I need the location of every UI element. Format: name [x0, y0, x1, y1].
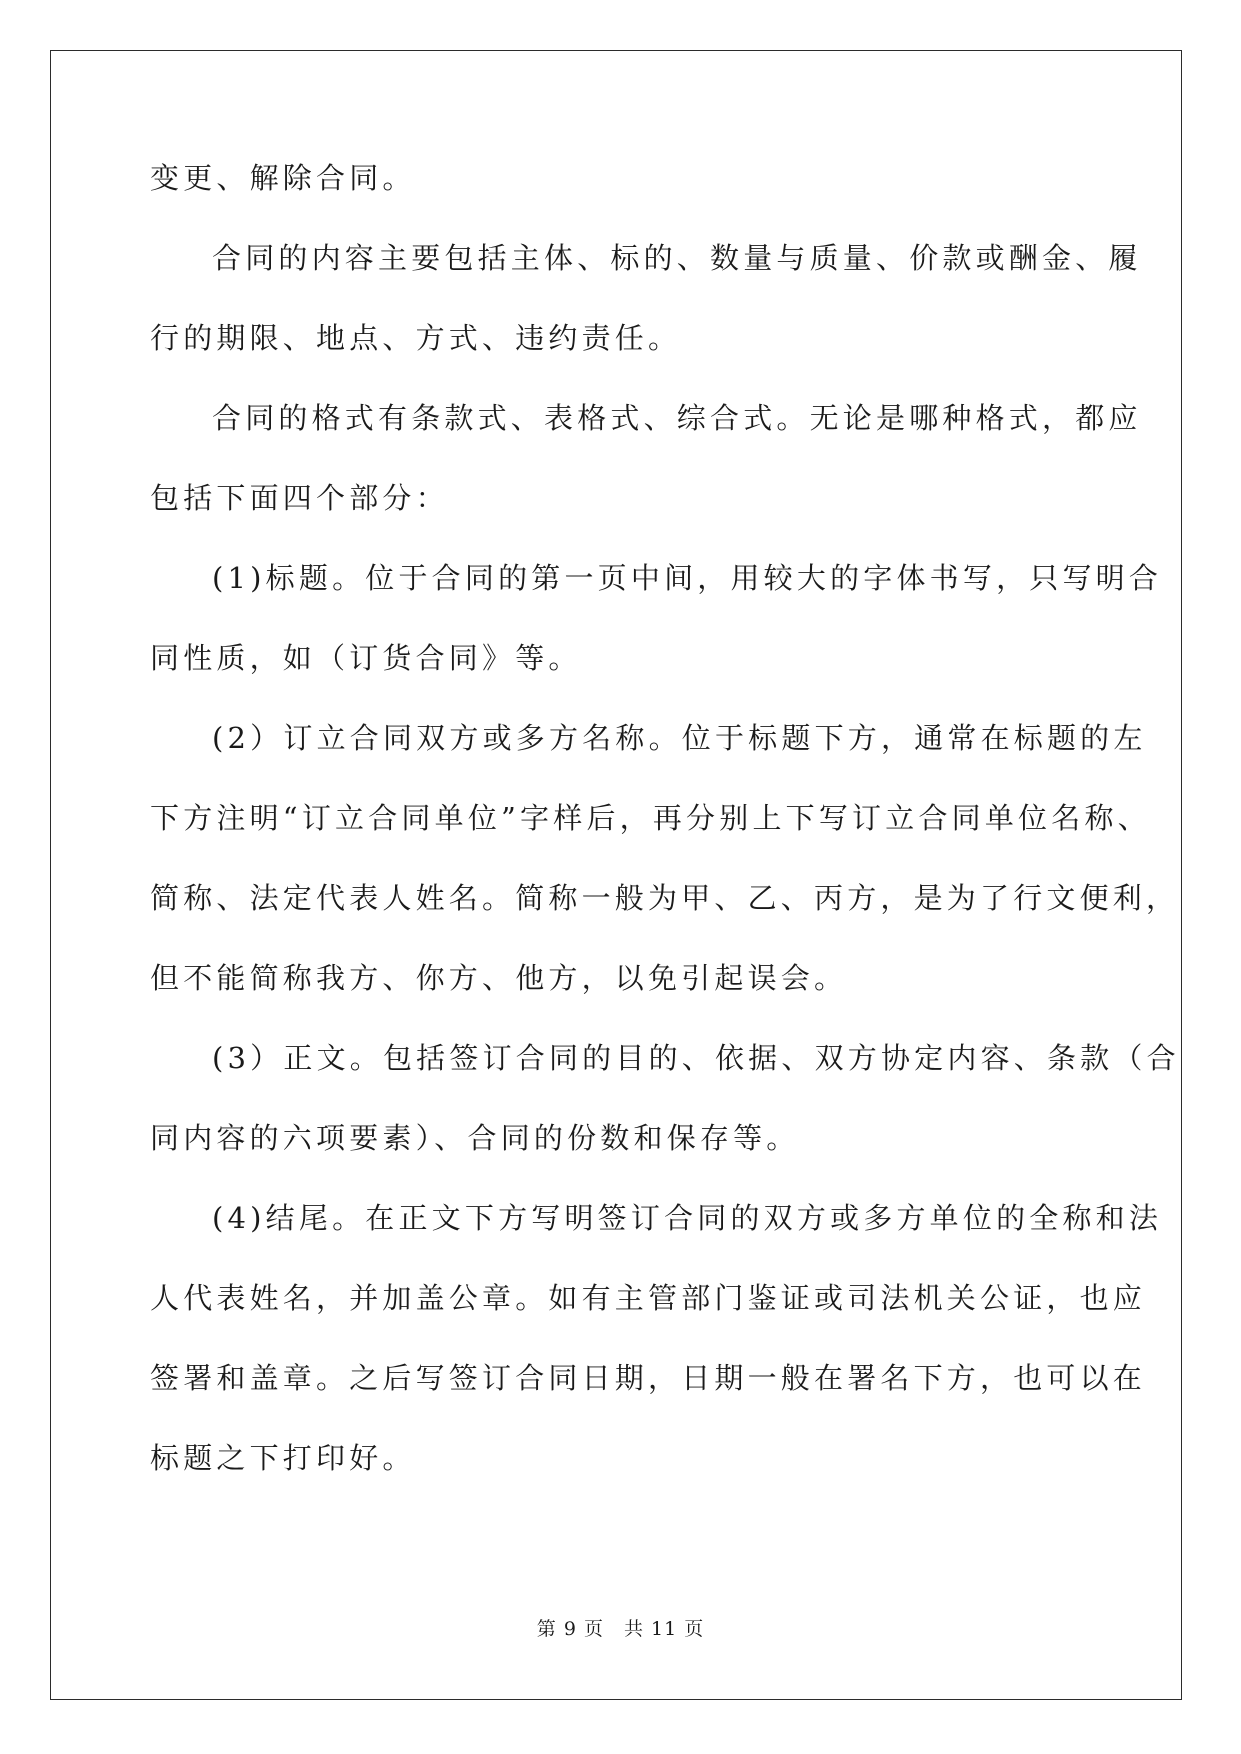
text-line: 同性质，如（订货合同》等。	[150, 641, 582, 675]
text-line: 下方注明“订立合同单位”字样后，再分别上下写订立合同单位名称、	[150, 801, 1151, 835]
text-line: 人代表姓名，并加盖公章。如有主管部门鉴证或司法机关公证，也应	[150, 1281, 1147, 1315]
page-number-label: 第 9 页 共 11 页	[536, 1618, 705, 1640]
text-line: 同内容的六项要素）、合同的份数和保存等。	[150, 1121, 800, 1155]
text-line: 简称、法定代表人姓名。简称一般为甲、乙、丙方，是为了行文便利，	[150, 881, 1180, 915]
text-line: 签署和盖章。之后写签订合同日期，日期一般在署名下方，也可以在	[150, 1361, 1147, 1395]
page-footer	[0, 1614, 1241, 1641]
paragraph-line: (3）正文。包括签订合同的目的、依据、双方协定内容、条款（合	[212, 1041, 1180, 1075]
paragraph-line: (4)结尾。在正文下方写明签订合同的双方或多方单位的全称和法	[212, 1201, 1163, 1235]
text-line: 标题之下打印好。	[150, 1441, 416, 1475]
text-line: 但不能简称我方、你方、他方，以免引起误会。	[150, 961, 848, 995]
text-line: 变更、解除合同。	[150, 161, 416, 195]
text-line: 行的期限、地点、方式、违约责任。	[150, 321, 682, 355]
paragraph-line: 合同的内容主要包括主体、标的、数量与质量、价款或酬金、履	[212, 241, 1142, 275]
paragraph-line: (2）订立合同双方或多方名称。位于标题下方，通常在标题的左	[212, 721, 1147, 755]
paragraph-line: (1)标题。位于合同的第一页中间，用较大的字体书写，只写明合	[212, 561, 1163, 595]
paragraph-line: 合同的格式有条款式、表格式、综合式。无论是哪种格式，都应	[212, 401, 1142, 435]
text-line: 包括下面四个部分：	[150, 481, 449, 515]
